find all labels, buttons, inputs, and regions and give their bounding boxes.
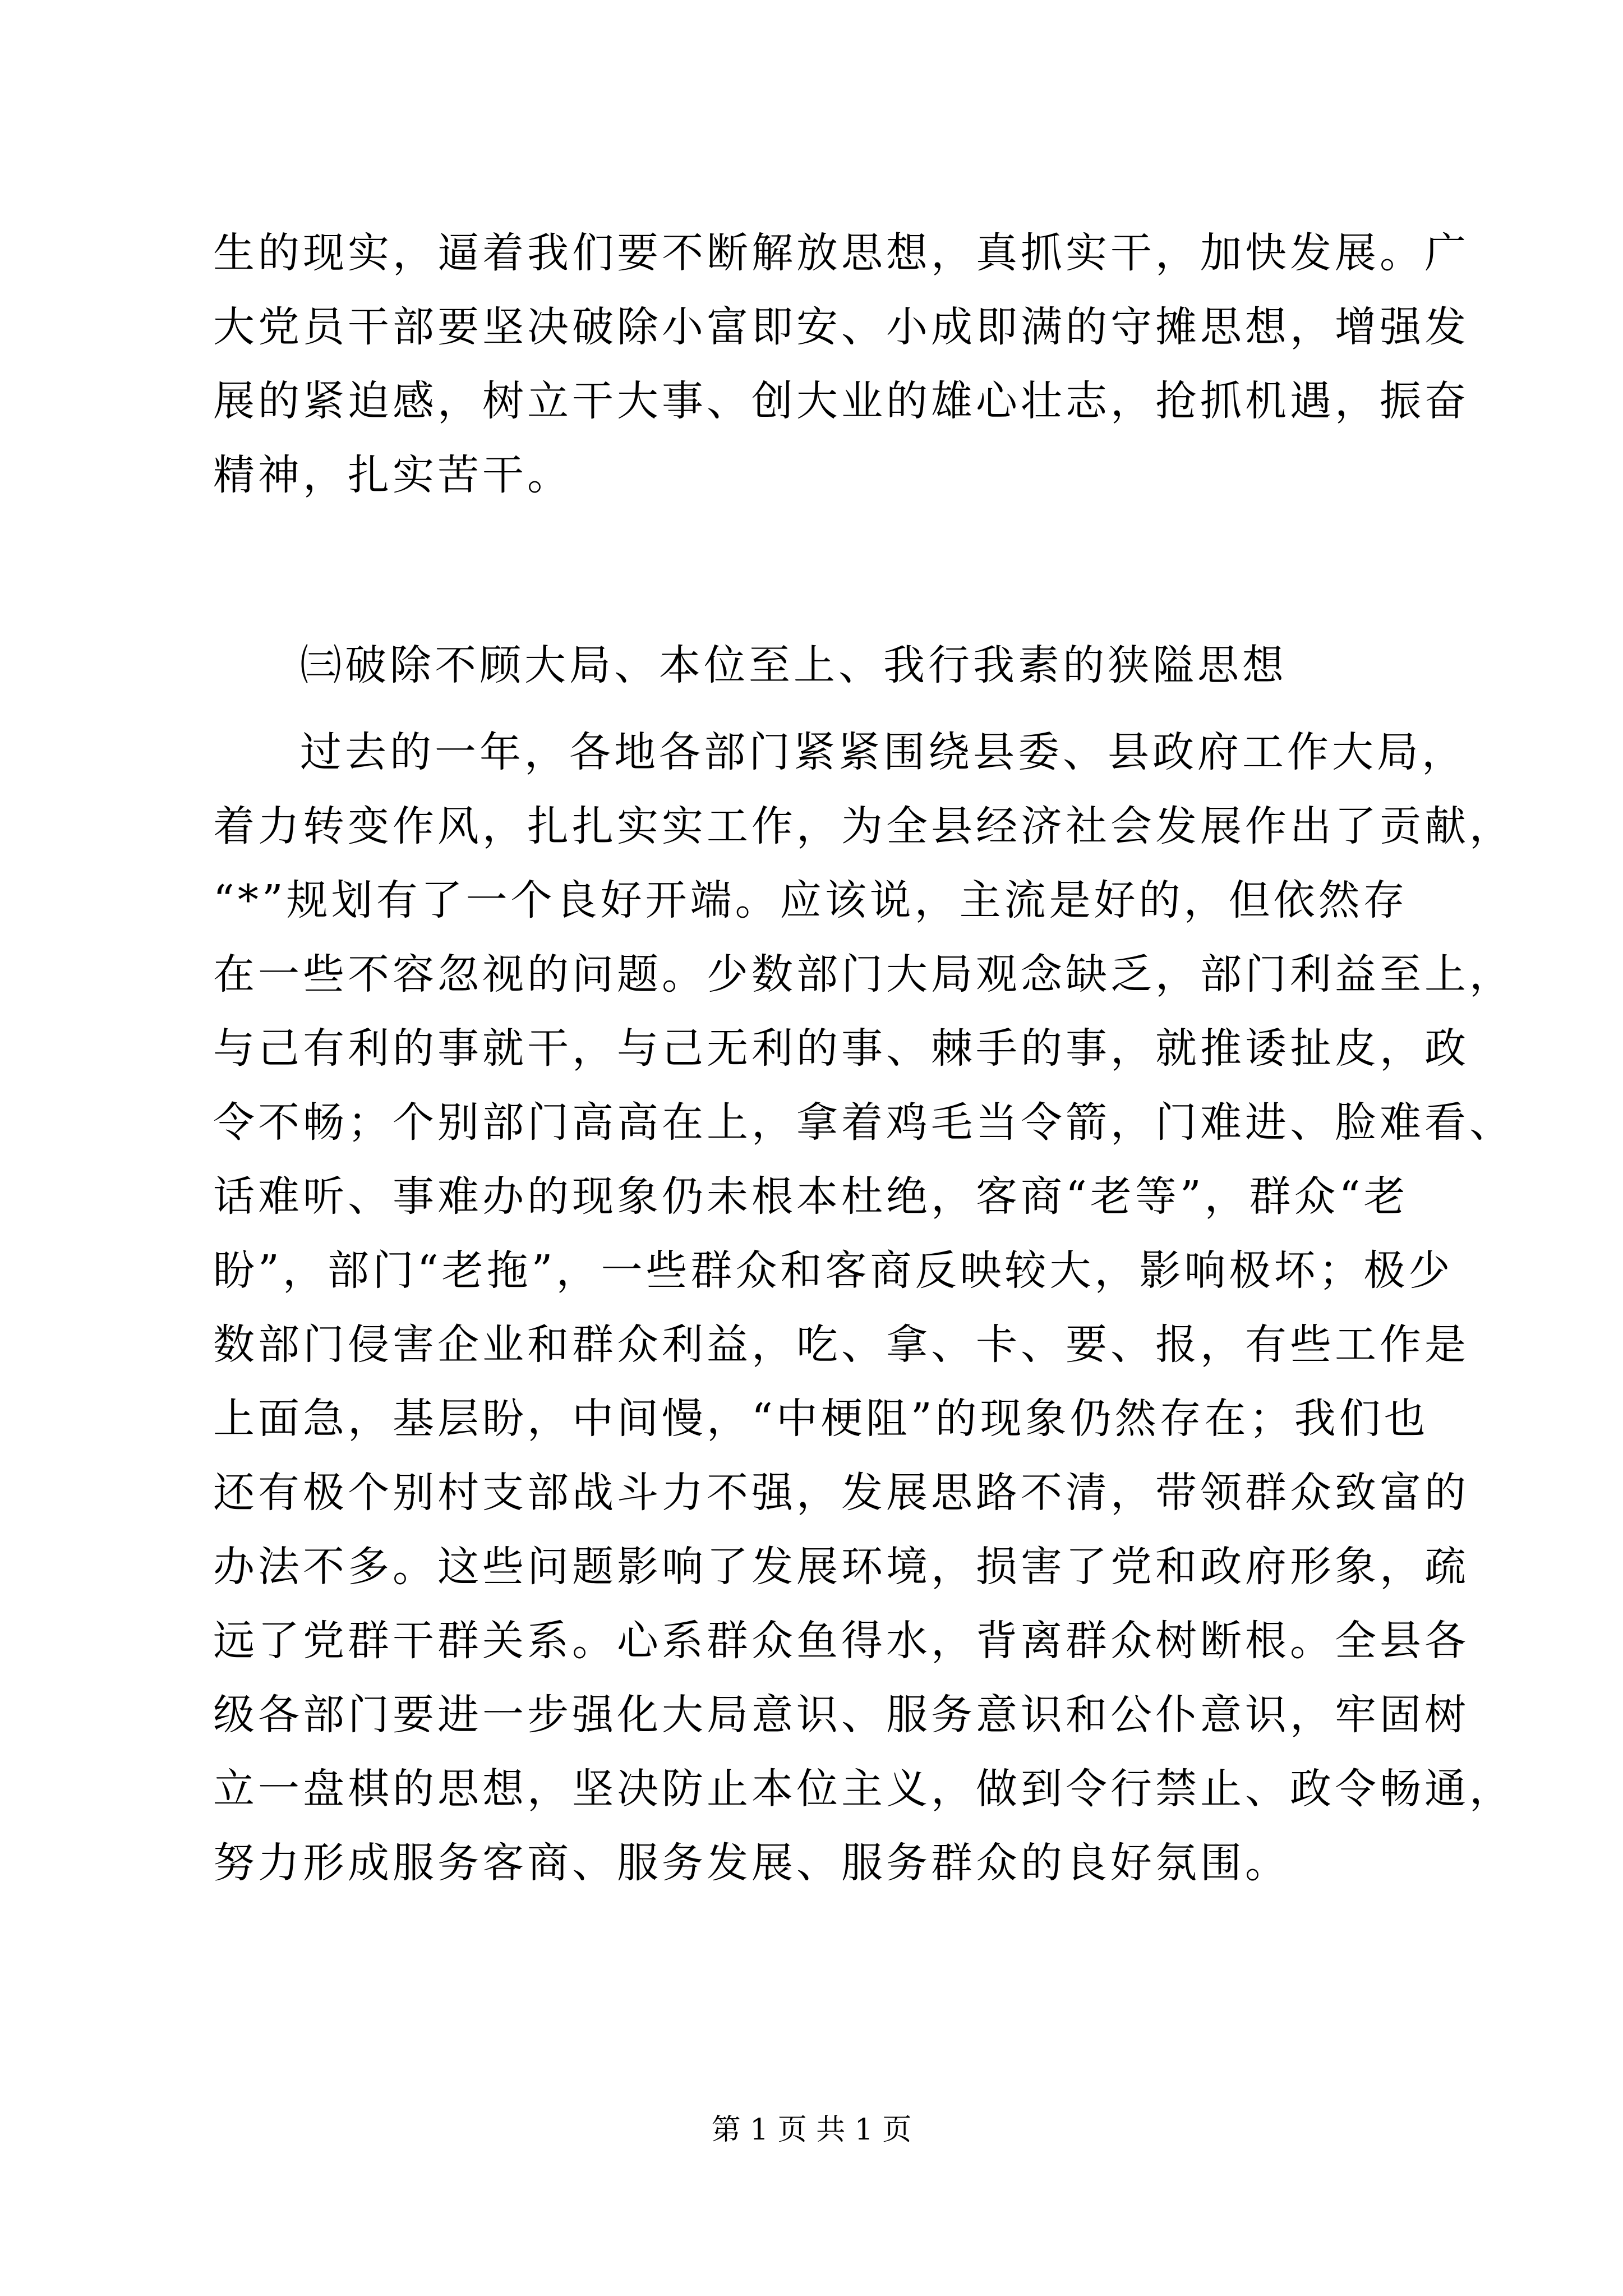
paragraph-line: 精神，扎实苦干。: [213, 451, 572, 499]
paragraph-line: 生的现实，逼着我们要不断解放思想，真抓实干，加快发展。广: [213, 229, 1469, 277]
paragraph-line: 大党员干部要坚决破除小富即安、小成即满的守摊思想，增强发: [213, 303, 1469, 351]
paragraph-line: 努力形成服务客商、服务发展、服务群众的良好氛围。: [213, 1839, 1290, 1887]
paragraph-line: 盼”，部门“老拖”，一些群众和客商反映较大，影响极坏；极少: [213, 1246, 1454, 1295]
paragraph-line: 过去的一年，各地各部门紧紧围绕县委、县政府工作大局，: [300, 728, 1467, 776]
paragraph-line: 令不畅；个别部门高高在上，拿着鸡毛当令箭，门难进、脸难看、: [213, 1098, 1514, 1147]
paragraph-line: 立一盘棋的思想，坚决防止本位主义，做到令行禁止、政令畅通，: [213, 1765, 1514, 1813]
page-footer: 第 1 页 共 1 页: [711, 2113, 912, 2147]
paragraph-line: 着力转变作风，扎扎实实工作，为全县经济社会发展作出了贡献，: [213, 802, 1514, 850]
paragraph-main: [213, 715, 1514, 1900]
paragraph-line: 与己有利的事就干，与己无利的事、棘手的事，就推诿扯皮，政: [213, 1024, 1469, 1073]
paragraph-line: “*”规划有了一个良好开端。应该说，主流是好的，但依然存: [213, 876, 1408, 924]
paragraph-line: 级各部门要进一步强化大局意识、服务意识和公仆意识，牢固树: [213, 1691, 1469, 1739]
paragraph-continued: [213, 216, 1469, 512]
paragraph-line: 话难听、事难办的现象仍未根本杜绝，客商“老等”，群众“老: [213, 1172, 1409, 1221]
paragraph-line: 远了党群干群关系。心系群众鱼得水，背离群众树断根。全县各: [213, 1617, 1469, 1665]
section-heading: ㈢破除不顾大局、本位至上、我行我素的狭隘思想: [300, 641, 1287, 689]
paragraph-line: 上面急，基层盼，中间慢，“中梗阻”的现象仍然存在；我们也: [213, 1395, 1429, 1443]
paragraph-line: 还有极个别村支部战斗力不强，发展思路不清，带领群众致富的: [213, 1469, 1469, 1517]
paragraph-line: 展的紧迫感，树立干大事、创大业的雄心壮志，抢抓机遇，振奋: [213, 377, 1469, 425]
paragraph-line: 在一些不容忽视的问题。少数部门大局观念缺乏，部门利益至上，: [213, 950, 1514, 999]
paragraph-line: 办法不多。这些问题影响了发展环境，损害了党和政府形象，疏: [213, 1543, 1469, 1591]
paragraph-line: 数部门侵害企业和群众利益，吃、拿、卡、要、报，有些工作是: [213, 1320, 1469, 1369]
